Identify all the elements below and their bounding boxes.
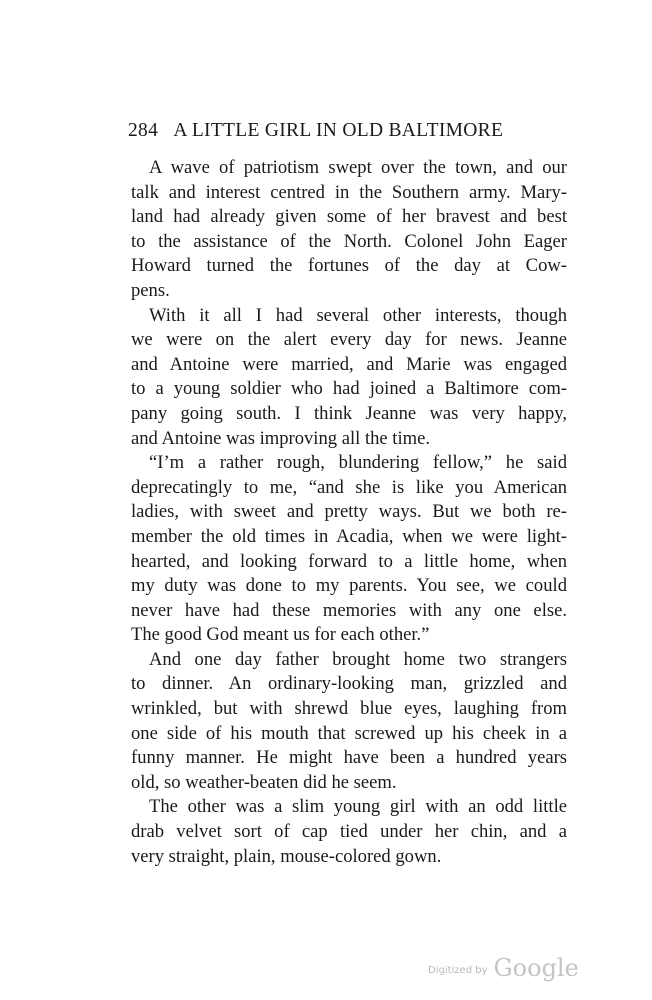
digitization-watermark xyxy=(428,954,579,982)
text-line: and Antoine were married, and Marie was engaged xyxy=(131,353,567,375)
page-number: 284 xyxy=(128,120,159,141)
running-head xyxy=(128,120,568,146)
text-line: land had already given some of her bravest and best xyxy=(131,206,567,228)
text-line: And one day father brought home two strangers xyxy=(149,648,567,670)
text-line: wrinkled, but with shrewd blue eyes, laughing from xyxy=(131,698,567,720)
watermark-prefix: Digitized by xyxy=(428,965,488,976)
text-line: to a young soldier who had joined a Baltimore com- xyxy=(131,378,567,400)
text-line: drab velvet sort of cap tied under her chin, and a xyxy=(131,821,567,843)
text-line: Howard turned the fortunes of the day at Cow- xyxy=(131,255,567,277)
text-line: pens. xyxy=(131,279,170,301)
text-line: old, so weather-beaten did he seem. xyxy=(131,771,397,793)
text-line: member the old times in Acadia, when we were light- xyxy=(131,525,567,547)
text-line: funny manner. He might have been a hundred years xyxy=(131,747,567,769)
text-line: With it all I had several other interests, though xyxy=(149,304,567,326)
text-line: to the assistance of the North. Colonel John Eager xyxy=(131,230,567,252)
running-title: A LITTLE GIRL IN OLD BALTIMORE xyxy=(173,120,504,141)
body-text xyxy=(131,156,567,869)
text-line: A wave of patriotism swept over the town, and our xyxy=(149,157,567,178)
text-line: pany going south. I think Jeanne was very happy, xyxy=(131,402,567,424)
text-line: “I’m a rather rough, blundering fellow,” he said xyxy=(149,452,567,474)
text-line: to dinner. An ordinary-looking man, grizzled and xyxy=(131,673,567,695)
text-line: ladies, with sweet and pretty ways. But we both re- xyxy=(131,501,567,523)
text-line: one side of his mouth that screwed up his cheek in a xyxy=(131,722,567,744)
text-line: never have had these memories with any one else. xyxy=(131,599,567,621)
text-line: my duty was done to my parents. You see, we could xyxy=(131,575,567,597)
text-line: and Antoine was improving all the time. xyxy=(131,427,430,449)
text-line: very straight, plain, mouse-colored gown. xyxy=(131,845,442,867)
text-line: talk and interest centred in the Southern army. Mary- xyxy=(131,181,567,203)
text-line: hearted, and looking forward to a little home, when xyxy=(131,550,567,572)
text-line: deprecatingly to me, “and she is like you American xyxy=(131,476,567,498)
text-line: we were on the alert every day for news. Jeanne xyxy=(131,329,567,351)
text-line: The other was a slim young girl with an odd little xyxy=(149,796,567,818)
watermark-brand-logo: Google xyxy=(493,954,579,982)
text-line: The good God meant us for each other.” xyxy=(131,624,430,646)
